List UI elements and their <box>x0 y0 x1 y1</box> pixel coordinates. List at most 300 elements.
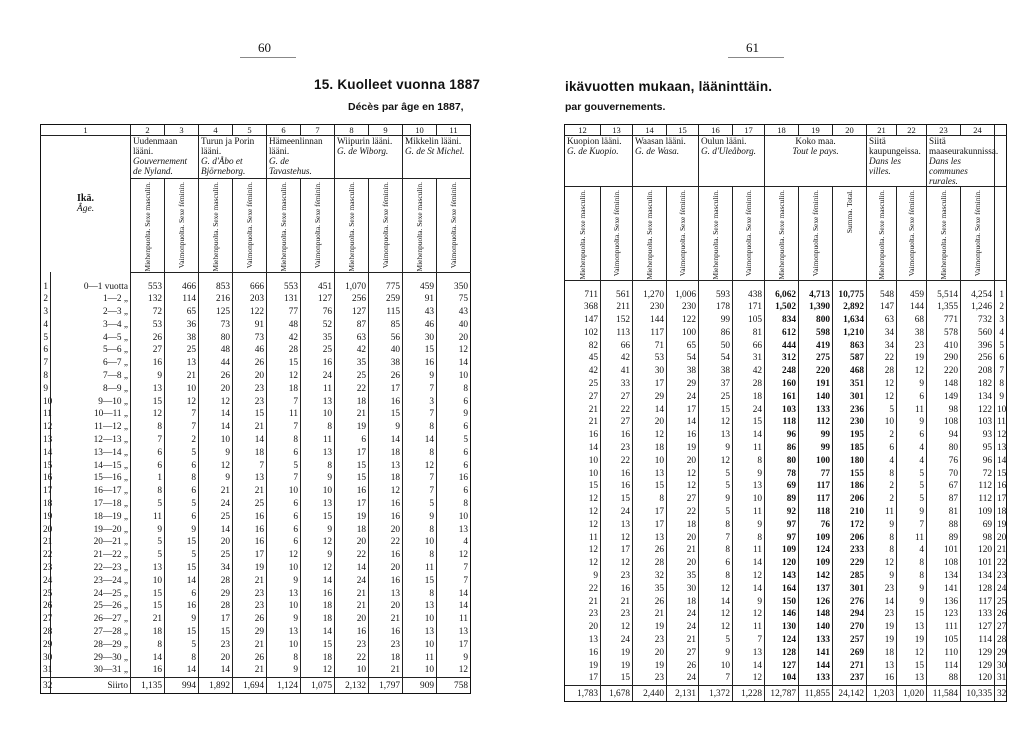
spacer-cell <box>733 280 765 289</box>
value-cell: 7 <box>437 575 471 588</box>
sex-female-header <box>233 179 267 273</box>
value-cell: 48 <box>199 344 233 357</box>
value-cell: 140 <box>799 391 833 404</box>
value-cell: 25 <box>165 344 199 357</box>
value-cell: 42 <box>565 365 601 378</box>
value-cell: 114 <box>927 660 961 673</box>
value-cell: 18 <box>301 652 335 665</box>
value-cell: 8 <box>165 472 199 485</box>
value-cell: 9 <box>437 408 471 421</box>
group-name-fr: G. de Wiborg. <box>337 146 389 156</box>
age-label: 19—20 „ <box>51 524 131 537</box>
table-row <box>41 472 471 485</box>
row-number: 28 <box>995 634 1007 647</box>
value-cell: 26 <box>233 357 267 370</box>
value-cell: 13 <box>403 626 437 639</box>
value-cell: 114 <box>165 293 199 306</box>
row-number: 6 <box>995 352 1007 365</box>
spacer-cell <box>437 272 471 281</box>
value-cell: 21 <box>565 596 601 609</box>
value-cell: 270 <box>833 621 867 634</box>
value-cell: 164 <box>765 583 799 596</box>
value-cell: 5 <box>867 404 897 417</box>
value-cell: 38 <box>699 365 733 378</box>
value-cell: 110 <box>927 647 961 660</box>
value-cell: 53 <box>131 319 165 332</box>
sex-female-header-label: Vaimonpuolta. Sexe féminin. <box>810 190 820 277</box>
sex-female-header-label: Vaimonpuolta. Sexe féminin. <box>244 182 254 269</box>
value-cell: 21 <box>601 596 633 609</box>
value-cell: 301 <box>833 391 867 404</box>
column-number: 6 <box>267 125 301 136</box>
value-cell: 12 <box>301 562 335 575</box>
value-cell: 20 <box>633 647 667 660</box>
spacer-cell <box>927 280 961 289</box>
total-cell: 1,228 <box>733 686 765 702</box>
value-cell: 16 <box>369 626 403 639</box>
value-cell: 127 <box>335 306 369 319</box>
value-cell: 1,210 <box>833 327 867 340</box>
age-label: 8—9 „ <box>51 383 131 396</box>
value-cell: 8 <box>437 498 471 511</box>
value-cell: 16 <box>301 357 335 370</box>
group-name-fi: Siitä maaseurakunnissa. <box>929 136 999 156</box>
table-title-left: 15. Kuolleet vuonna 1887 <box>314 77 481 92</box>
value-cell: 18 <box>267 383 301 396</box>
value-cell: 17 <box>633 506 667 519</box>
value-cell: 276 <box>833 596 867 609</box>
value-cell: 21 <box>131 613 165 626</box>
value-cell: 17 <box>233 549 267 562</box>
value-cell: 863 <box>833 340 867 353</box>
sex-female-header-label: Vaimonpuolta. Sexe féminin. <box>906 190 916 277</box>
value-cell: 9 <box>301 524 335 537</box>
value-cell: 6 <box>165 511 199 524</box>
value-cell: 133 <box>799 404 833 417</box>
value-cell: 26 <box>233 613 267 626</box>
total-cell: 11,855 <box>799 686 833 702</box>
value-cell: 1,070 <box>335 281 369 294</box>
value-cell: 195 <box>833 429 867 442</box>
value-cell: 117 <box>633 327 667 340</box>
column-number: 15 <box>667 125 699 136</box>
age-label: 12—13 „ <box>51 434 131 447</box>
value-cell: 127 <box>301 293 335 306</box>
sex-female-header <box>601 187 633 281</box>
value-cell: 30 <box>403 332 437 345</box>
group-header-abo <box>199 136 267 179</box>
row-number: 22 <box>995 557 1007 570</box>
value-cell: 20 <box>199 652 233 665</box>
value-cell: 73 <box>233 332 267 345</box>
page-number-right: 61 <box>746 40 759 55</box>
value-cell: 9 <box>369 421 403 434</box>
value-cell: 44 <box>199 357 233 370</box>
table-row <box>41 575 471 588</box>
value-cell: 12 <box>199 460 233 473</box>
value-cell: 96 <box>765 429 799 442</box>
group-name-fr: Dans les communes rurales. <box>929 156 968 186</box>
value-cell: 6 <box>867 442 897 455</box>
value-cell: 19 <box>601 647 633 660</box>
value-cell: 5 <box>165 639 199 652</box>
column-number: 24 <box>961 125 995 136</box>
value-cell: 612 <box>765 327 799 340</box>
value-cell: 7 <box>733 634 765 647</box>
value-cell: 20 <box>199 536 233 549</box>
value-cell: 160 <box>765 378 799 391</box>
table-row <box>41 344 471 357</box>
row-number: 30 <box>41 652 51 665</box>
value-cell: 6 <box>267 536 301 549</box>
group-header-nyland <box>131 136 199 179</box>
spacer-cell <box>601 280 633 289</box>
value-cell: 10 <box>131 575 165 588</box>
table-row <box>41 306 471 319</box>
value-cell: 9 <box>403 370 437 383</box>
value-cell: 12 <box>733 672 765 685</box>
right-table-body <box>565 280 1007 702</box>
value-cell: 24 <box>301 370 335 383</box>
spacer-cell <box>961 280 995 289</box>
value-cell: 256 <box>335 293 369 306</box>
group-header-kuopio <box>565 136 633 187</box>
value-cell: 6 <box>165 460 199 473</box>
value-cell: 16 <box>437 472 471 485</box>
value-cell: 13 <box>267 588 301 601</box>
row-number: 1 <box>41 281 51 294</box>
value-cell: 14 <box>165 664 199 677</box>
value-cell: 8 <box>403 549 437 562</box>
value-cell: 23 <box>233 383 267 396</box>
value-cell: 23 <box>867 608 897 621</box>
column-number: 7 <box>301 125 335 136</box>
value-cell: 21 <box>165 370 199 383</box>
value-cell: 34 <box>867 327 897 340</box>
group-header-row <box>565 136 1007 187</box>
value-cell: 29 <box>199 588 233 601</box>
value-cell: 10 <box>267 639 301 652</box>
value-cell: 451 <box>301 281 335 294</box>
right-table <box>564 124 1007 702</box>
page-number-rule-right <box>728 57 784 58</box>
group-name-fr: G. de Tavastehus. <box>269 156 312 176</box>
table-row <box>41 600 471 613</box>
value-cell: 54 <box>667 352 699 365</box>
sex-header-row <box>565 187 1007 281</box>
table-row <box>565 506 1007 519</box>
value-cell: 10 <box>699 660 733 673</box>
value-cell: 35 <box>335 357 369 370</box>
row-number: 4 <box>995 327 1007 340</box>
value-cell: 22 <box>565 583 601 596</box>
value-cell: 10 <box>403 639 437 652</box>
value-cell: 20 <box>335 536 369 549</box>
value-cell: 26 <box>233 652 267 665</box>
row-number: 3 <box>41 306 51 319</box>
sex-female-header-label: Vaimonpuolta. Sexe féminin. <box>176 182 186 269</box>
value-cell: 236 <box>833 404 867 417</box>
age-label: 1—2 „ <box>51 293 131 306</box>
value-cell: 5 <box>131 549 165 562</box>
row-number: 15 <box>41 460 51 473</box>
table-row <box>565 596 1007 609</box>
row-number: 25 <box>995 596 1007 609</box>
sex-female-header <box>369 179 403 273</box>
value-cell: 20 <box>667 532 699 545</box>
value-cell: 16 <box>369 575 403 588</box>
value-cell: 17 <box>335 447 369 460</box>
value-cell: 99 <box>799 429 833 442</box>
value-cell: 230 <box>667 301 699 314</box>
value-cell: 5 <box>403 498 437 511</box>
value-cell: 100 <box>799 455 833 468</box>
value-cell: 5 <box>897 480 927 493</box>
value-cell: 29 <box>233 626 267 639</box>
value-cell: 15 <box>565 480 601 493</box>
value-cell: 598 <box>799 327 833 340</box>
total-row <box>41 678 471 694</box>
value-cell: 2 <box>165 434 199 447</box>
value-cell: 30 <box>633 365 667 378</box>
value-cell: 19 <box>335 421 369 434</box>
left-table <box>40 124 471 694</box>
value-cell: 98 <box>961 532 995 545</box>
table-row <box>565 289 1007 302</box>
value-cell: 99 <box>799 442 833 455</box>
value-cell: 5 <box>165 498 199 511</box>
value-cell: 368 <box>565 301 601 314</box>
sex-male-header <box>565 187 601 281</box>
value-cell: 27 <box>565 391 601 404</box>
value-cell: 125 <box>199 306 233 319</box>
value-cell: 26 <box>667 660 699 673</box>
value-cell: 69 <box>961 519 995 532</box>
value-cell: 13 <box>301 396 335 409</box>
total-cell: 24,142 <box>833 686 867 702</box>
value-cell: 38 <box>165 332 199 345</box>
value-cell: 10 <box>565 468 601 481</box>
value-cell: 75 <box>437 293 471 306</box>
value-cell: 220 <box>799 365 833 378</box>
value-cell: 16 <box>131 664 165 677</box>
row-number: 5 <box>41 332 51 345</box>
value-cell: 8 <box>403 421 437 434</box>
sex-male-header <box>199 179 233 273</box>
column-number: 18 <box>765 125 799 136</box>
value-cell: 9 <box>699 442 733 455</box>
value-cell: 38 <box>369 357 403 370</box>
value-cell: 21 <box>667 544 699 557</box>
value-cell: 38 <box>897 327 927 340</box>
row-number: 29 <box>995 647 1007 660</box>
age-label: 26—27 „ <box>51 613 131 626</box>
value-cell: 15 <box>633 480 667 493</box>
spacer-cell <box>565 280 601 289</box>
table-row <box>41 383 471 396</box>
spacer-cell <box>131 272 165 281</box>
value-cell: 33 <box>601 378 633 391</box>
value-cell: 27 <box>131 344 165 357</box>
value-cell: 18 <box>733 391 765 404</box>
value-cell: 25 <box>565 378 601 391</box>
value-cell: 81 <box>733 327 765 340</box>
value-cell: 14 <box>165 575 199 588</box>
group-header-st-michel <box>403 136 471 179</box>
value-cell: 42 <box>335 344 369 357</box>
row-number: 27 <box>995 621 1007 634</box>
value-cell: 101 <box>927 544 961 557</box>
column-number: 20 <box>833 125 867 136</box>
table-row <box>41 460 471 473</box>
value-cell: 117 <box>799 480 833 493</box>
value-cell: 14 <box>867 596 897 609</box>
value-cell: 178 <box>699 301 733 314</box>
value-cell: 37 <box>699 378 733 391</box>
group-header-towns <box>867 136 927 187</box>
row-number: 1 <box>995 289 1007 302</box>
value-cell: 17 <box>565 672 601 685</box>
value-cell: 77 <box>267 306 301 319</box>
row-number: 3 <box>995 314 1007 327</box>
value-cell: 5 <box>131 536 165 549</box>
value-cell: 131 <box>267 293 301 306</box>
sex-female-header <box>437 179 471 273</box>
row-number: 24 <box>995 583 1007 596</box>
table-row <box>41 524 471 537</box>
row-number: 17 <box>41 485 51 498</box>
value-cell: 25 <box>335 370 369 383</box>
value-cell: 22 <box>867 352 897 365</box>
value-cell: 38 <box>667 365 699 378</box>
sex-male-header <box>867 187 897 281</box>
value-cell: 54 <box>699 352 733 365</box>
spacer-cell <box>667 280 699 289</box>
value-cell: 853 <box>199 281 233 294</box>
value-cell: 76 <box>799 519 833 532</box>
value-cell: 410 <box>927 340 961 353</box>
column-number: 14 <box>633 125 667 136</box>
value-cell: 203 <box>233 293 267 306</box>
value-cell: 16 <box>601 429 633 442</box>
value-cell: 216 <box>199 293 233 306</box>
value-cell: 19 <box>565 660 601 673</box>
value-cell: 9 <box>897 506 927 519</box>
total-cell: 758 <box>437 678 471 694</box>
value-cell: 5 <box>267 460 301 473</box>
value-cell: 14 <box>335 562 369 575</box>
value-cell: 23 <box>633 634 667 647</box>
age-label: 5—6 „ <box>51 344 131 357</box>
row-number: 21 <box>41 536 51 549</box>
value-cell: 98 <box>927 404 961 417</box>
value-cell: 8 <box>633 493 667 506</box>
spacer-cell <box>51 272 131 281</box>
spacer-cell <box>897 280 927 289</box>
table-row <box>41 511 471 524</box>
row-number: 20 <box>995 532 1007 545</box>
value-cell: 11 <box>267 408 301 421</box>
value-cell: 13 <box>301 447 335 460</box>
value-cell: 141 <box>799 647 833 660</box>
value-cell: 206 <box>833 532 867 545</box>
value-cell: 23 <box>565 608 601 621</box>
value-cell: 290 <box>927 352 961 365</box>
row-number: 12 <box>995 429 1007 442</box>
value-cell: 16 <box>369 511 403 524</box>
value-cell: 10 <box>267 600 301 613</box>
row-number: 5 <box>995 340 1007 353</box>
row-number: 31 <box>995 672 1007 685</box>
value-cell: 17 <box>633 378 667 391</box>
value-cell: 578 <box>927 327 961 340</box>
value-cell: 26 <box>369 370 403 383</box>
value-cell: 20 <box>369 600 403 613</box>
spacer-cell <box>867 280 897 289</box>
value-cell: 11 <box>403 652 437 665</box>
table-row <box>565 455 1007 468</box>
value-cell: 22 <box>601 455 633 468</box>
table-row <box>41 421 471 434</box>
row-number: 19 <box>995 519 1007 532</box>
row-number: 23 <box>41 562 51 575</box>
total-cell: 1,203 <box>867 686 897 702</box>
age-header-fi: Ikä. <box>77 193 94 204</box>
value-cell: 13 <box>733 647 765 660</box>
age-label: 2—3 „ <box>51 306 131 319</box>
value-cell: 12 <box>565 557 601 570</box>
value-cell: 5 <box>165 447 199 460</box>
value-cell: 18 <box>667 519 699 532</box>
value-cell: 112 <box>961 493 995 506</box>
sex-male-header <box>131 179 165 273</box>
sex-male-header <box>927 187 961 281</box>
value-cell: 72 <box>131 306 165 319</box>
value-cell: 800 <box>799 314 833 327</box>
value-cell: 30 <box>667 583 699 596</box>
value-cell: 26 <box>633 544 667 557</box>
value-cell: 9 <box>131 524 165 537</box>
column-number: 13 <box>601 125 633 136</box>
spacer-cell <box>233 272 267 281</box>
value-cell: 94 <box>927 429 961 442</box>
value-cell: 66 <box>601 340 633 353</box>
table-row <box>41 332 471 345</box>
table-row <box>565 416 1007 429</box>
value-cell: 73 <box>199 319 233 332</box>
value-cell: 13 <box>897 672 927 685</box>
value-cell: 12 <box>403 460 437 473</box>
value-cell: 350 <box>437 281 471 294</box>
value-cell: 23 <box>601 570 633 583</box>
sex-female-header <box>897 187 927 281</box>
value-cell: 19 <box>633 621 667 634</box>
value-cell: 12 <box>699 608 733 621</box>
row-number: 22 <box>41 549 51 562</box>
row-number: 13 <box>995 442 1007 455</box>
value-cell: 9 <box>199 447 233 460</box>
value-cell: 548 <box>867 289 897 302</box>
age-label: 29—30 „ <box>51 652 131 665</box>
value-cell: 18 <box>335 396 369 409</box>
value-cell: 97 <box>765 532 799 545</box>
value-cell: 137 <box>799 583 833 596</box>
value-cell: 771 <box>927 314 961 327</box>
row-number: 25 <box>41 588 51 601</box>
value-cell: 11 <box>301 434 335 447</box>
value-cell: 7 <box>437 562 471 575</box>
total-cell: 1,892 <box>199 678 233 694</box>
